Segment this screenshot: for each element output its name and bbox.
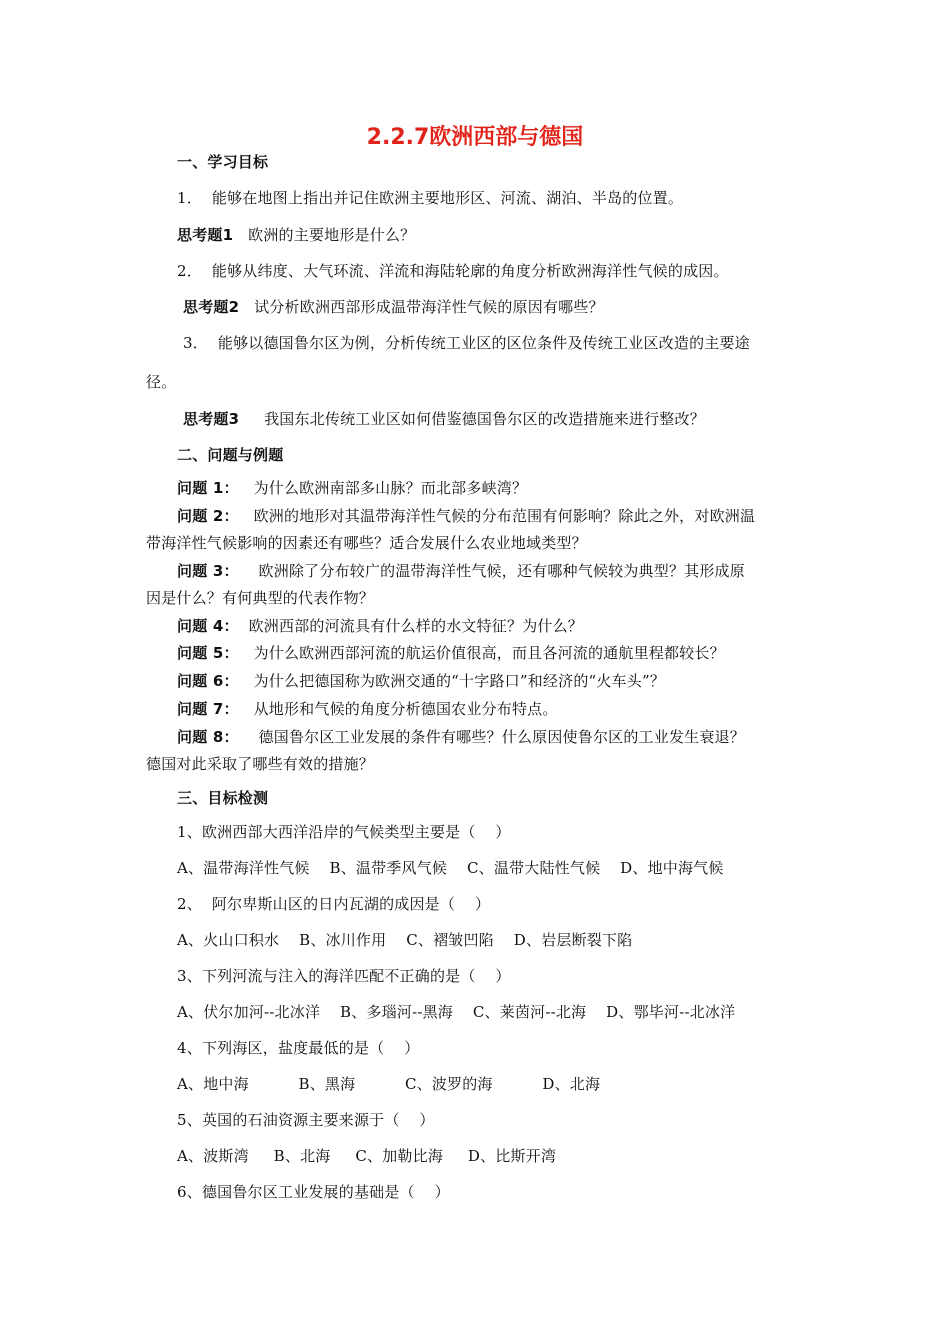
think-question-3-text: 我国东北传统工业区如何借鉴德国鲁尔区的改造措施来进行整改？: [264, 410, 705, 428]
question-5: [177, 643, 725, 663]
document-title: 2.2.7欧洲西部与德国: [366, 125, 584, 150]
test-question-4: 4、下列海区，盐度最低的是（ ）: [177, 1039, 420, 1057]
goal-3-line-2: 径。: [146, 373, 177, 391]
test-options-1: A、温带海洋性气候 B、温带季风气候 C、温带大陆性气候 D、地中海气候: [177, 859, 724, 877]
think-question-3-label: 思考题3: [183, 410, 240, 428]
section-heading-goals: 一、学习目标: [177, 153, 269, 171]
question-8-text: 德国鲁尔区工业发展的条件有哪些？什么原因使鲁尔区的工业发生衰退？: [258, 728, 745, 746]
test-question-6: 6、德国鲁尔区工业发展的基础是（ ）: [177, 1183, 450, 1201]
question-2-text: 欧洲的地形对其温带海洋性气候的分布范围有何影响？除此之外，对欧洲温: [253, 507, 756, 525]
test-question-5: 5、英国的石油资源主要来源于（ ）: [177, 1111, 435, 1129]
question-6: [177, 671, 665, 691]
question-8-line-2: 德国对此采取了哪些有效的措施？: [146, 755, 375, 773]
question-7-label: 问题 7：: [177, 700, 239, 718]
question-1-text: 为什么欧洲南部多山脉？而北部多峡湾？: [253, 479, 528, 497]
question-2-line-1: [177, 506, 755, 526]
test-options-5: A、波斯湾 B、北海 C、加勒比海 D、比斯开湾: [177, 1147, 557, 1165]
question-1: [177, 478, 527, 498]
think-question-2-text: 试分析欧洲西部形成温带海洋性气候的原因有哪些？: [254, 298, 604, 316]
test-question-2: 2、 阿尔卑斯山区的日内瓦湖的成因是（ ）: [177, 895, 491, 913]
test-options-4: A、地中海 B、黑海 C、波罗的海 D、北海: [177, 1075, 601, 1093]
question-5-text: 为什么欧洲西部河流的航运价值很高，而且各河流的通航里程都较长？: [253, 644, 725, 662]
test-options-2: A、火山口积水 B、冰川作用 C、褶皱凹陷 D、岩层断裂下陷: [177, 931, 633, 949]
question-3-text: 欧洲除了分布较广的温带海洋性气候，还有哪种气候较为典型？其形成原: [258, 562, 745, 580]
section-heading-questions: 二、问题与例题: [177, 446, 284, 464]
think-question-1: [177, 225, 415, 245]
think-question-3: [183, 409, 705, 429]
think-question-1-label: 思考题1: [177, 226, 234, 244]
question-3-line-2: 因是什么？有何典型的代表作物？: [146, 589, 375, 607]
question-4: [177, 616, 583, 636]
question-6-label: 问题 6：: [177, 672, 239, 690]
question-4-text: 欧洲西部的河流具有什么样的水文特征？为什么？: [248, 617, 584, 635]
question-7-text: 从地形和气候的角度分析德国农业分布特点。: [253, 700, 558, 718]
question-5-label: 问题 5：: [177, 644, 239, 662]
question-6-text: 为什么把德国称为欧洲交通的“十字路口”和经济的“火车头”？: [253, 672, 666, 690]
question-1-label: 问题 1：: [177, 479, 239, 497]
question-4-label: 问题 4：: [177, 617, 239, 635]
test-question-1: 1、欧洲西部大西洋沿岸的气候类型主要是（ ）: [177, 823, 511, 841]
question-3-label: 问题 3：: [177, 562, 239, 580]
think-question-2-label: 思考题2: [183, 298, 240, 316]
goal-1: 1． 能够在地图上指出并记住欧洲主要地形区、河流、湖泊、半岛的位置。: [177, 189, 684, 207]
question-2-line-2: 带海洋性气候影响的因素还有哪些？适合发展什么农业地域类型？: [146, 534, 587, 552]
goal-3-line-1: 3． 能够以德国鲁尔区为例，分析传统工业区的区位条件及传统工业区改造的主要途: [183, 334, 750, 352]
question-7: [177, 699, 558, 719]
section-heading-tests: 三、目标检测: [177, 789, 269, 807]
question-8-label: 问题 8：: [177, 728, 239, 746]
test-question-3: 3、下列河流与注入的海洋匹配不正确的是（ ）: [177, 967, 511, 985]
question-2-label: 问题 2：: [177, 507, 239, 525]
think-question-2: [183, 297, 604, 317]
test-options-3: A、伏尔加河--北冰洋 B、多瑙河--黑海 C、莱茵河--北海 D、鄂毕河--北冰洋: [177, 1003, 736, 1021]
question-8-line-1: [177, 727, 745, 747]
think-question-1-text: 欧洲的主要地形是什么？: [248, 226, 416, 244]
goal-2: 2． 能够从纬度、大气环流、洋流和海陆轮廓的角度分析欧洲海洋性气候的成因。: [177, 262, 729, 280]
question-3-line-1: [177, 561, 745, 581]
